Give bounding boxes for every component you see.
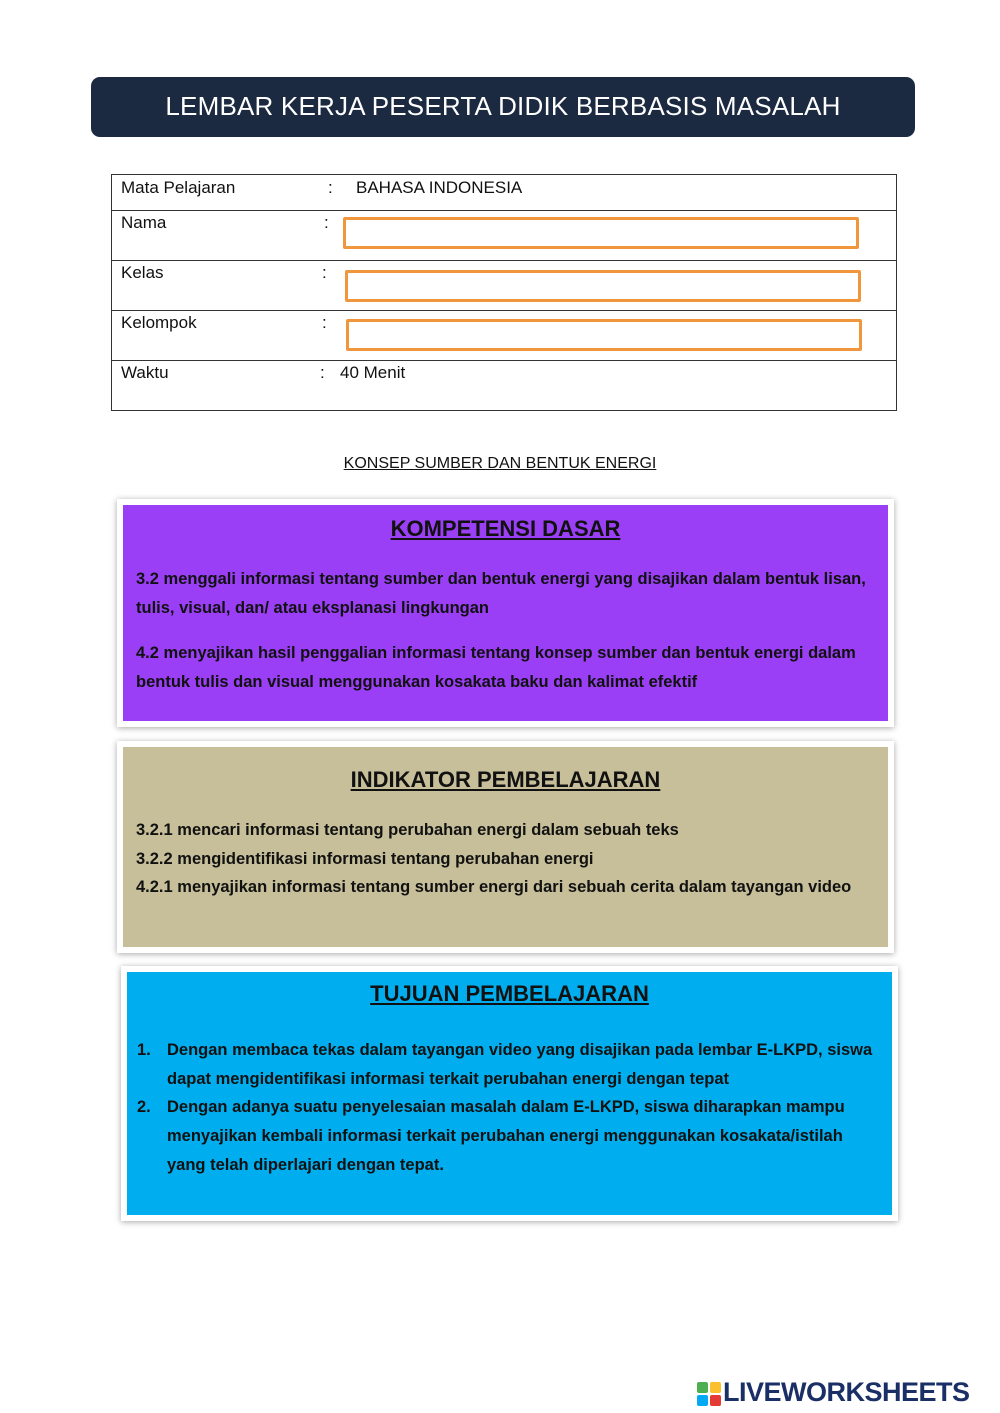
time-colon: :	[320, 363, 325, 382]
info-row-time	[112, 361, 896, 411]
info-row-subject	[112, 175, 896, 211]
subject-value: BAHASA INDONESIA	[356, 178, 523, 197]
info-row-class	[112, 261, 896, 311]
page-title: LEMBAR KERJA PESERTA DIDIK BERBASIS MASALAH	[91, 77, 915, 137]
name-colon: :	[324, 213, 329, 232]
class-label: Kelas	[121, 263, 164, 282]
class-input[interactable]	[345, 270, 861, 302]
indikator-panel	[123, 747, 888, 947]
tujuan-item	[137, 1036, 882, 1094]
tujuan-panel	[127, 972, 892, 1215]
indikator-title: INDIKATOR PEMBELAJARAN	[350, 767, 661, 792]
class-colon: :	[322, 263, 327, 282]
subject-colon: :	[328, 178, 333, 197]
liveworksheets-logo-text: LIVEWORKSHEETS	[723, 1377, 970, 1407]
time-value: 40 Menit	[340, 363, 406, 382]
tujuan-item	[137, 1093, 882, 1180]
group-colon: :	[322, 313, 327, 332]
tujuan-card	[121, 966, 898, 1221]
tujuan-item-text: Dengan membaca tekas dalam tayangan video yang disajikan pada lembar E-LKPD, siswa dapat mengidentifikasi informasi terkait perubahan energi dengan tepat	[167, 1041, 873, 1088]
liveworksheets-logo-icon	[697, 1382, 721, 1406]
indikator-item: 4.2.1 menyajikan informasi tentang sumber energi dari sebuah cerita dalam tayangan video	[136, 878, 852, 896]
indikator-item: 3.2.1 mencari informasi tentang perubahan energi dalam sebuah teks	[136, 821, 679, 839]
kompetensi-panel	[123, 505, 888, 721]
kompetensi-card	[117, 499, 894, 727]
liveworksheets-logo[interactable]	[697, 1377, 997, 1411]
time-label: Waktu	[121, 363, 169, 382]
tujuan-item-text: Dengan adanya suatu penyelesaian masalah dalam E-LKPD, siswa diharapkan mampu menyajikan kembali informasi terkait perubahan energi menggunakan kosakata/istilah yang telah diperlajari dengan tepat.	[167, 1098, 845, 1174]
info-row-group	[112, 311, 896, 361]
kompetensi-title: KOMPETENSI DASAR	[390, 516, 621, 541]
info-row-name	[112, 211, 896, 261]
indikator-card	[117, 741, 894, 953]
group-input[interactable]	[346, 319, 862, 351]
name-input[interactable]	[343, 217, 859, 249]
kompetensi-item: 4.2 menyajikan hasil penggalian informasi tentang konsep sumber dan bentuk energi dalam bentuk tulis dan visual menggunakan kosakata baku dan kalimat efektif	[136, 644, 856, 691]
student-info-table	[111, 174, 897, 411]
topic-subtitle: KONSEP SUMBER DAN BENTUK ENERGI	[343, 455, 657, 472]
indikator-item: 3.2.2 mengidentifikasi informasi tentang perubahan energi	[136, 850, 594, 868]
name-label: Nama	[121, 213, 167, 232]
group-label: Kelompok	[121, 313, 197, 332]
tujuan-title: TUJUAN PEMBELAJARAN	[370, 981, 649, 1006]
subject-label: Mata Pelajaran	[121, 178, 236, 197]
kompetensi-item: 3.2 menggali informasi tentang sumber dan bentuk energi yang disajikan dalam bentuk lisan, tulis, visual, dan/ atau eksplanasi lingkungan	[136, 570, 866, 617]
tujuan-item-number: 2.	[137, 1098, 151, 1116]
tujuan-item-number: 1.	[137, 1041, 151, 1059]
